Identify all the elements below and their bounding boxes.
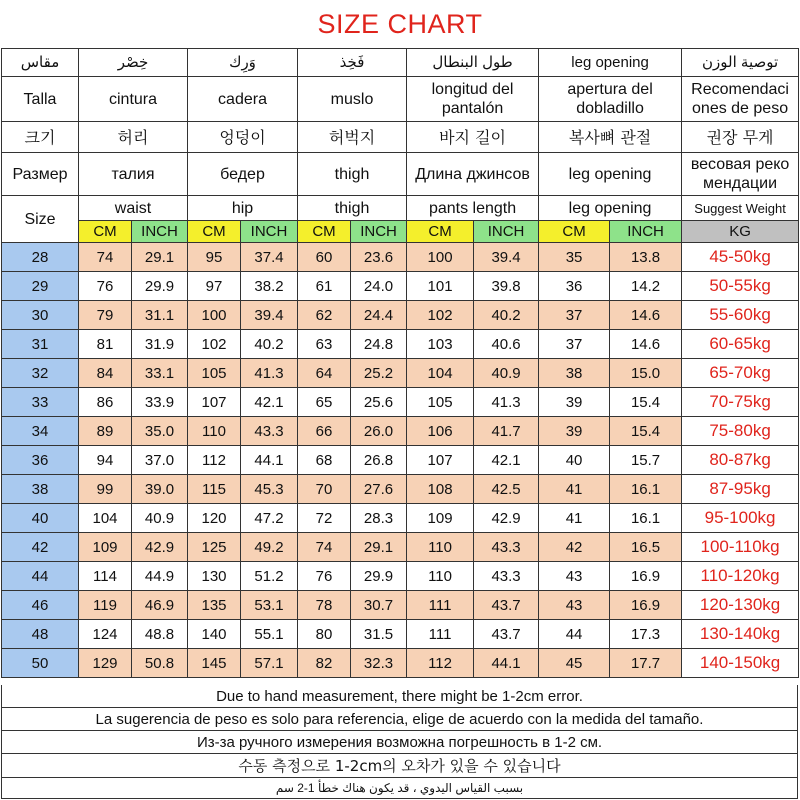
header-pants-length-ar: طول البنطال <box>407 49 539 77</box>
cell-leg-opening-inch: 15.4 <box>610 388 682 417</box>
cell-thigh-inch: 24.8 <box>351 330 407 359</box>
header-waist-en: waist <box>79 196 188 221</box>
unit-inch-leg-opening: INCH <box>610 221 682 243</box>
header-row-korean <box>2 122 799 153</box>
cell-leg-opening-cm: 35 <box>539 243 610 272</box>
cell-pants-length-inch: 44.1 <box>474 649 539 678</box>
table-row <box>2 562 799 591</box>
cell-pants-length-cm: 111 <box>407 591 474 620</box>
cell-leg-opening-cm: 40 <box>539 446 610 475</box>
cell-size: 32 <box>2 359 79 388</box>
cell-size: 29 <box>2 272 79 301</box>
cell-size: 31 <box>2 330 79 359</box>
unit-cm-hip: CM <box>188 221 241 243</box>
cell-waist-inch: 29.9 <box>132 272 188 301</box>
cell-pants-length-inch: 40.2 <box>474 301 539 330</box>
cell-waist-cm: 76 <box>79 272 132 301</box>
table-row <box>2 359 799 388</box>
cell-hip-cm: 120 <box>188 504 241 533</box>
cell-weight: 130-140kg <box>682 620 799 649</box>
header-row-russian <box>2 153 799 196</box>
cell-pants-length-cm: 105 <box>407 388 474 417</box>
cell-thigh-cm: 72 <box>298 504 351 533</box>
cell-weight: 70-75kg <box>682 388 799 417</box>
cell-thigh-inch: 31.5 <box>351 620 407 649</box>
note-korean: 수동 측정으로 1-2cm의 오차가 있을 수 있습니다 <box>1 754 798 778</box>
cell-pants-length-inch: 43.3 <box>474 533 539 562</box>
header-leg-opening-ko: 복사뼈 관절 <box>539 122 682 153</box>
cell-waist-inch: 29.1 <box>132 243 188 272</box>
cell-hip-inch: 45.3 <box>241 475 298 504</box>
table-row <box>2 243 799 272</box>
cell-hip-cm: 95 <box>188 243 241 272</box>
cell-hip-inch: 44.1 <box>241 446 298 475</box>
cell-pants-length-inch: 43.7 <box>474 591 539 620</box>
cell-pants-length-inch: 41.3 <box>474 388 539 417</box>
header-leg-opening-es: apertura del dobladillo <box>539 77 682 122</box>
cell-weight: 55-60kg <box>682 301 799 330</box>
cell-hip-cm: 110 <box>188 417 241 446</box>
header-row-spanish <box>2 77 799 122</box>
cell-hip-inch: 47.2 <box>241 504 298 533</box>
cell-thigh-inch: 30.7 <box>351 591 407 620</box>
cell-weight: 75-80kg <box>682 417 799 446</box>
cell-hip-inch: 43.3 <box>241 417 298 446</box>
header-thigh-ru: thigh <box>298 153 407 196</box>
cell-hip-inch: 38.2 <box>241 272 298 301</box>
header-size-en: Size <box>2 196 79 243</box>
header-leg-opening-ru: leg opening <box>539 153 682 196</box>
cell-thigh-inch: 25.2 <box>351 359 407 388</box>
cell-size: 34 <box>2 417 79 446</box>
cell-leg-opening-inch: 16.9 <box>610 591 682 620</box>
unit-inch-pants-length: INCH <box>474 221 539 243</box>
cell-thigh-cm: 64 <box>298 359 351 388</box>
cell-thigh-inch: 29.9 <box>351 562 407 591</box>
cell-waist-inch: 35.0 <box>132 417 188 446</box>
cell-thigh-cm: 60 <box>298 243 351 272</box>
table-row <box>2 533 799 562</box>
cell-pants-length-cm: 106 <box>407 417 474 446</box>
cell-hip-cm: 107 <box>188 388 241 417</box>
cell-weight: 80-87kg <box>682 446 799 475</box>
cell-pants-length-cm: 108 <box>407 475 474 504</box>
header-weight-en: Suggest Weight <box>682 196 799 221</box>
cell-hip-cm: 115 <box>188 475 241 504</box>
table-row <box>2 417 799 446</box>
cell-hip-inch: 49.2 <box>241 533 298 562</box>
cell-weight: 87-95kg <box>682 475 799 504</box>
header-pants-length-en: pants length <box>407 196 539 221</box>
cell-thigh-inch: 28.3 <box>351 504 407 533</box>
cell-waist-inch: 31.9 <box>132 330 188 359</box>
table-row <box>2 446 799 475</box>
cell-size: 30 <box>2 301 79 330</box>
cell-leg-opening-cm: 39 <box>539 417 610 446</box>
cell-thigh-cm: 78 <box>298 591 351 620</box>
cell-weight: 50-55kg <box>682 272 799 301</box>
cell-size: 42 <box>2 533 79 562</box>
header-waist-ru: талия <box>79 153 188 196</box>
cell-thigh-cm: 82 <box>298 649 351 678</box>
unit-cm-waist: CM <box>79 221 132 243</box>
cell-pants-length-cm: 110 <box>407 533 474 562</box>
cell-weight: 65-70kg <box>682 359 799 388</box>
unit-inch-hip: INCH <box>241 221 298 243</box>
cell-hip-cm: 112 <box>188 446 241 475</box>
cell-size: 44 <box>2 562 79 591</box>
cell-size: 50 <box>2 649 79 678</box>
cell-leg-opening-inch: 15.7 <box>610 446 682 475</box>
cell-hip-inch: 41.3 <box>241 359 298 388</box>
cell-waist-inch: 44.9 <box>132 562 188 591</box>
cell-hip-cm: 97 <box>188 272 241 301</box>
cell-pants-length-inch: 42.1 <box>474 446 539 475</box>
unit-kg-weight: KG <box>682 221 799 243</box>
cell-weight: 60-65kg <box>682 330 799 359</box>
header-thigh-ar: فَخِذ <box>298 49 407 77</box>
cell-pants-length-cm: 102 <box>407 301 474 330</box>
cell-hip-cm: 100 <box>188 301 241 330</box>
cell-leg-opening-cm: 41 <box>539 475 610 504</box>
cell-leg-opening-cm: 45 <box>539 649 610 678</box>
header-thigh-en: thigh <box>298 196 407 221</box>
chart-title: SIZE CHART <box>317 8 483 39</box>
note-spanish: La sugerencia de peso es solo para referencia, elige de acuerdo con la medida del tamaño. <box>1 708 798 731</box>
cell-pants-length-cm: 101 <box>407 272 474 301</box>
cell-waist-cm: 124 <box>79 620 132 649</box>
cell-thigh-inch: 26.0 <box>351 417 407 446</box>
cell-hip-cm: 125 <box>188 533 241 562</box>
cell-pants-length-inch: 42.5 <box>474 475 539 504</box>
cell-leg-opening-inch: 16.5 <box>610 533 682 562</box>
header-weight-es: Recomendaci ones de peso <box>682 77 799 122</box>
cell-waist-cm: 94 <box>79 446 132 475</box>
cell-weight: 110-120kg <box>682 562 799 591</box>
cell-thigh-cm: 61 <box>298 272 351 301</box>
cell-thigh-inch: 24.0 <box>351 272 407 301</box>
cell-size: 46 <box>2 591 79 620</box>
cell-pants-length-cm: 103 <box>407 330 474 359</box>
cell-thigh-cm: 80 <box>298 620 351 649</box>
cell-thigh-cm: 68 <box>298 446 351 475</box>
cell-thigh-inch: 23.6 <box>351 243 407 272</box>
cell-waist-inch: 39.0 <box>132 475 188 504</box>
cell-waist-cm: 79 <box>79 301 132 330</box>
cell-waist-inch: 37.0 <box>132 446 188 475</box>
table-row <box>2 504 799 533</box>
cell-waist-inch: 42.9 <box>132 533 188 562</box>
cell-hip-inch: 39.4 <box>241 301 298 330</box>
cell-waist-cm: 114 <box>79 562 132 591</box>
cell-leg-opening-cm: 36 <box>539 272 610 301</box>
header-row-english <box>2 196 799 221</box>
cell-thigh-inch: 24.4 <box>351 301 407 330</box>
cell-thigh-cm: 70 <box>298 475 351 504</box>
header-hip-en: hip <box>188 196 298 221</box>
unit-inch-thigh: INCH <box>351 221 407 243</box>
cell-pants-length-inch: 43.7 <box>474 620 539 649</box>
cell-size: 48 <box>2 620 79 649</box>
cell-pants-length-cm: 100 <box>407 243 474 272</box>
cell-waist-inch: 33.9 <box>132 388 188 417</box>
cell-thigh-inch: 27.6 <box>351 475 407 504</box>
cell-hip-cm: 102 <box>188 330 241 359</box>
cell-pants-length-inch: 40.6 <box>474 330 539 359</box>
cell-size: 38 <box>2 475 79 504</box>
size-chart-table <box>1 48 799 678</box>
cell-hip-cm: 145 <box>188 649 241 678</box>
cell-leg-opening-cm: 44 <box>539 620 610 649</box>
header-thigh-ko: 허벅지 <box>298 122 407 153</box>
cell-leg-opening-cm: 39 <box>539 388 610 417</box>
cell-pants-length-inch: 39.8 <box>474 272 539 301</box>
table-row <box>2 330 799 359</box>
header-row-arabic <box>2 49 799 77</box>
cell-waist-cm: 74 <box>79 243 132 272</box>
cell-waist-cm: 129 <box>79 649 132 678</box>
cell-thigh-cm: 62 <box>298 301 351 330</box>
cell-leg-opening-cm: 38 <box>539 359 610 388</box>
cell-leg-opening-cm: 37 <box>539 330 610 359</box>
cell-thigh-cm: 66 <box>298 417 351 446</box>
cell-weight: 95-100kg <box>682 504 799 533</box>
cell-leg-opening-cm: 42 <box>539 533 610 562</box>
cell-pants-length-inch: 43.3 <box>474 562 539 591</box>
cell-thigh-inch: 25.6 <box>351 388 407 417</box>
note-russian: Из-за ручного измерения возможна погрешность в 1-2 см. <box>1 731 798 754</box>
header-weight-ko: 권장 무게 <box>682 122 799 153</box>
header-hip-ru: бедер <box>188 153 298 196</box>
cell-waist-cm: 81 <box>79 330 132 359</box>
cell-thigh-inch: 26.8 <box>351 446 407 475</box>
cell-leg-opening-inch: 16.9 <box>610 562 682 591</box>
cell-weight: 100-110kg <box>682 533 799 562</box>
cell-waist-inch: 46.9 <box>132 591 188 620</box>
header-waist-es: cintura <box>79 77 188 122</box>
unit-inch-waist: INCH <box>132 221 188 243</box>
cell-waist-cm: 89 <box>79 417 132 446</box>
cell-leg-opening-inch: 14.6 <box>610 330 682 359</box>
table-row <box>2 591 799 620</box>
cell-weight: 140-150kg <box>682 649 799 678</box>
cell-thigh-cm: 63 <box>298 330 351 359</box>
cell-size: 36 <box>2 446 79 475</box>
cell-hip-inch: 37.4 <box>241 243 298 272</box>
cell-leg-opening-inch: 14.2 <box>610 272 682 301</box>
cell-pants-length-cm: 112 <box>407 649 474 678</box>
header-hip-ko: 엉덩이 <box>188 122 298 153</box>
table-row <box>2 620 799 649</box>
cell-leg-opening-inch: 16.1 <box>610 475 682 504</box>
header-waist-ar: خِصْر <box>79 49 188 77</box>
cell-hip-inch: 51.2 <box>241 562 298 591</box>
cell-waist-inch: 33.1 <box>132 359 188 388</box>
cell-size: 28 <box>2 243 79 272</box>
unit-row <box>2 221 799 243</box>
cell-waist-inch: 50.8 <box>132 649 188 678</box>
cell-thigh-inch: 32.3 <box>351 649 407 678</box>
cell-hip-inch: 42.1 <box>241 388 298 417</box>
cell-leg-opening-inch: 17.7 <box>610 649 682 678</box>
cell-leg-opening-inch: 16.1 <box>610 504 682 533</box>
cell-pants-length-cm: 111 <box>407 620 474 649</box>
cell-weight: 45-50kg <box>682 243 799 272</box>
header-pants-length-ko: 바지 길이 <box>407 122 539 153</box>
header-size-ru: Размер <box>2 153 79 196</box>
cell-pants-length-cm: 104 <box>407 359 474 388</box>
header-size-ar: مقاس <box>2 49 79 77</box>
cell-hip-inch: 53.1 <box>241 591 298 620</box>
table-row <box>2 388 799 417</box>
cell-pants-length-inch: 40.9 <box>474 359 539 388</box>
cell-hip-inch: 40.2 <box>241 330 298 359</box>
cell-size: 40 <box>2 504 79 533</box>
cell-thigh-inch: 29.1 <box>351 533 407 562</box>
header-pants-length-es: longitud del pantalón <box>407 77 539 122</box>
header-weight-ar: توصية الوزن <box>682 49 799 77</box>
header-size-es: Talla <box>2 77 79 122</box>
cell-pants-length-cm: 107 <box>407 446 474 475</box>
cell-leg-opening-cm: 37 <box>539 301 610 330</box>
unit-cm-leg-opening: CM <box>539 221 610 243</box>
cell-hip-inch: 55.1 <box>241 620 298 649</box>
cell-hip-inch: 57.1 <box>241 649 298 678</box>
header-waist-ko: 허리 <box>79 122 188 153</box>
cell-waist-inch: 40.9 <box>132 504 188 533</box>
unit-cm-thigh: CM <box>298 221 351 243</box>
cell-pants-length-inch: 42.9 <box>474 504 539 533</box>
cell-size: 33 <box>2 388 79 417</box>
cell-waist-cm: 86 <box>79 388 132 417</box>
cell-hip-cm: 105 <box>188 359 241 388</box>
cell-waist-cm: 104 <box>79 504 132 533</box>
cell-leg-opening-cm: 41 <box>539 504 610 533</box>
header-leg-opening-ar: leg opening <box>539 49 682 77</box>
table-row <box>2 301 799 330</box>
note-english: Due to hand measurement, there might be 1-2cm error. <box>1 685 798 708</box>
header-leg-opening-en: leg opening <box>539 196 682 221</box>
table-row <box>2 272 799 301</box>
cell-hip-cm: 140 <box>188 620 241 649</box>
note-arabic: بسبب القياس اليدوي ، قد يكون هناك خطأ 1-2 سم <box>1 778 798 799</box>
header-pants-length-ru: Длина джинсов <box>407 153 539 196</box>
cell-leg-opening-inch: 15.4 <box>610 417 682 446</box>
table-row <box>2 649 799 678</box>
cell-weight: 120-130kg <box>682 591 799 620</box>
cell-thigh-cm: 65 <box>298 388 351 417</box>
cell-leg-opening-inch: 17.3 <box>610 620 682 649</box>
header-size-ko: 크기 <box>2 122 79 153</box>
cell-waist-inch: 48.8 <box>132 620 188 649</box>
cell-leg-opening-inch: 13.8 <box>610 243 682 272</box>
header-thigh-es: muslo <box>298 77 407 122</box>
cell-waist-cm: 119 <box>79 591 132 620</box>
cell-pants-length-inch: 41.7 <box>474 417 539 446</box>
cell-waist-inch: 31.1 <box>132 301 188 330</box>
unit-cm-pants-length: CM <box>407 221 474 243</box>
cell-leg-opening-cm: 43 <box>539 591 610 620</box>
cell-waist-cm: 84 <box>79 359 132 388</box>
cell-pants-length-cm: 110 <box>407 562 474 591</box>
cell-hip-cm: 130 <box>188 562 241 591</box>
header-hip-es: cadera <box>188 77 298 122</box>
cell-hip-cm: 135 <box>188 591 241 620</box>
cell-waist-cm: 99 <box>79 475 132 504</box>
cell-thigh-cm: 76 <box>298 562 351 591</box>
header-hip-ar: وَرِك <box>188 49 298 77</box>
table-row <box>2 475 799 504</box>
cell-leg-opening-inch: 15.0 <box>610 359 682 388</box>
cell-pants-length-inch: 39.4 <box>474 243 539 272</box>
cell-leg-opening-inch: 14.6 <box>610 301 682 330</box>
cell-pants-length-cm: 109 <box>407 504 474 533</box>
cell-leg-opening-cm: 43 <box>539 562 610 591</box>
cell-waist-cm: 109 <box>79 533 132 562</box>
header-weight-ru: весовая реко мендации <box>682 153 799 196</box>
cell-thigh-cm: 74 <box>298 533 351 562</box>
